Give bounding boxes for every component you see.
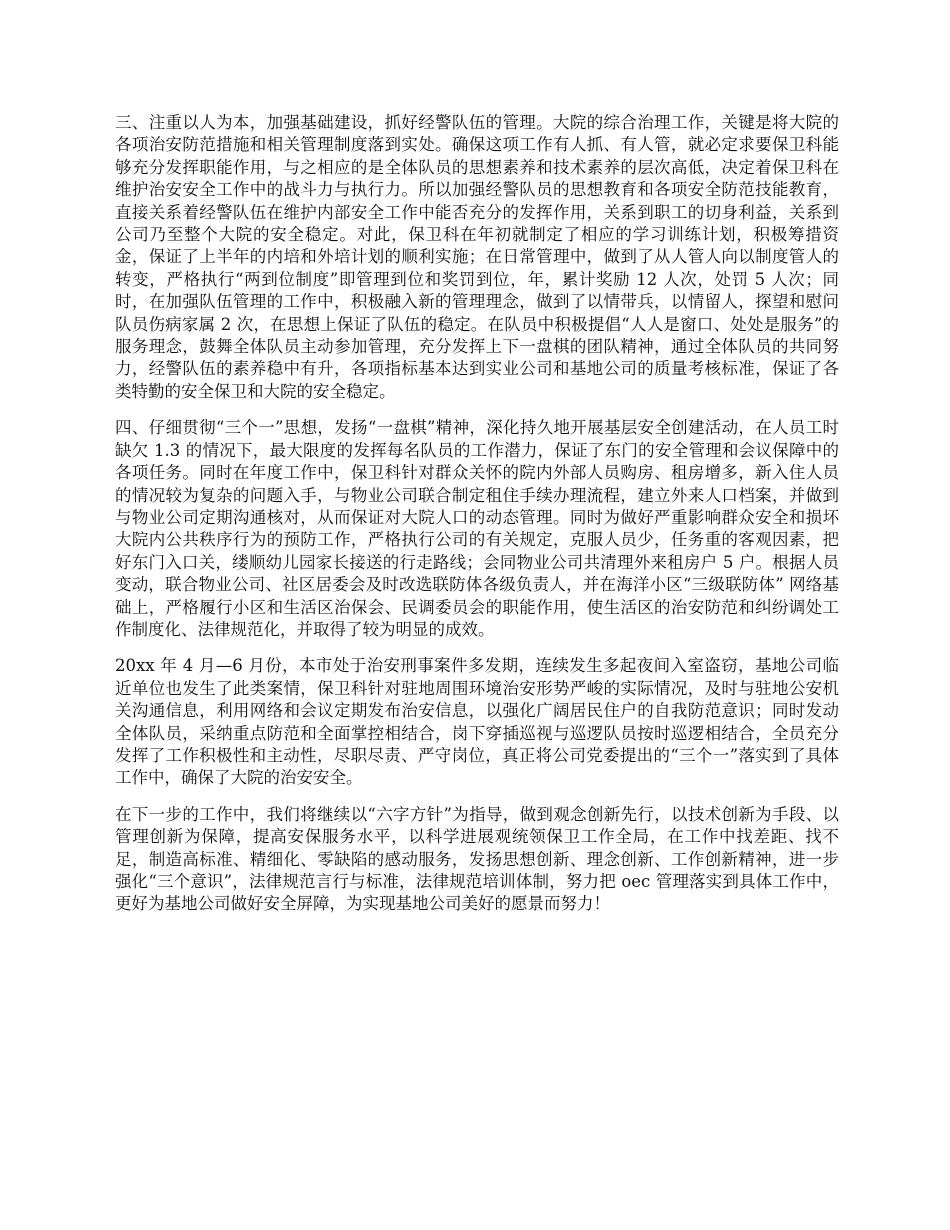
paragraph-3-team-management: 三、注重以人为本，加强基础建设，抓好经警队伍的管理。大院的综合治理工作，关键是将大院的各项治安防范措施和相关管理制度落到实处。确保这项工作有人抓、有人管，就必定求要保卫科能够充分发挥职能作用，与之相应的是全体队员的思想素养和技术素养的层次高低，决定着保卫科在维护治安安全工作中的战斗力与执行力。所以加强经警队员的思想教育和各项安全防范技能教育，直接关系着经警队伍在维护内部安全工作中能否充分的发挥作用，关系到职工的切身利益，关系到公司乃至整个大院的安全稳定。对此，保卫科在年初就制定了相应的学习训练计划，积极筹措资金，保证了上半年的内培和外培计划的顺利实施；在日常管理中，做到了从人管人向以制度管人的转变，严格执行“两到位制度”即管理到位和奖罚到位，年，累计奖励 12 人次，处罚 5 人次；同时，在加强队伍管理的工作中，积极融入新的管理理念，做到了以情带兵，以情留人，探望和慰问队员伤病家属 2 次，在思想上保证了队伍的稳定。在队员中积极提倡“人人是窗口、处处是服务”的服务理念，鼓舞全体队员主动参加管理，充分发挥上下一盘棋的团队精神，通过全体队员的共同努力，经警队伍的素养稳中有升，各项指标基本达到实业公司和基地公司的质量考核标准，保证了各类特勤的安全保卫和大院的安全稳定。 — [115, 113, 839, 401]
paragraph-next-steps: 在下一步的工作中，我们将继续以“六字方针”为指导，做到观念创新先行，以技术创新为手段、以管理创新为保障，提高安保服务水平，以科学进展观统领保卫工作全局，在工作中找差距、找不足，制造高标准、精细化、零缺陷的感动服务，发扬思想创新、理念创新、工作创新精神，进一步强化“三个意识”，法律规范言行与标准，法律规范培训体制，努力把 oec 管理落实到具体工作中，更好为基地公司做好安全屏障，为实现基地公司美好的愿景而努力！ — [115, 804, 839, 914]
paragraph-april-june-security: 20xx 年 4 月—6 月份，本市处于治安刑事案件多发期，连续发生多起夜间入室盗窃，基地公司临近单位也发生了此类案情，保卫科针对驻地周围环境治安形势严峻的实际情况，及时与驻地公安机关沟通信息，利用网络和会议定期发布治安信息，以强化广阔居民住户的自我防范意识；同时发动全体队员，采纳重点防范和全面掌控相结合，岗下穿插巡视与巡逻队员按时巡逻相结合，全员充分发挥了工作积极性和主动性，尽职尽责、严守岗位，真正将公司党委提出的“三个一”落实到了具体工作中，确保了大院的治安安全。 — [115, 656, 839, 788]
document-body — [115, 112, 839, 930]
paragraph-4-safety-creation: 四、仔细贯彻“三个一”思想，发扬“一盘棋”精神，深化持久地开展基层安全创建活动，在人员工时缺欠 1.3 的情况下，最大限度的发挥每名队员的工作潜力，保证了东门的安全管理和会议保障中的各项任务。同时在年度工作中，保卫科针对群众关怀的院内外部人员购房、租房增多，新入住人员的情况较为复杂的问题入手，与物业公司联合制定租住手续办理流程，建立外来人口档案，并做到与物业公司定期沟通核对，从而保证对大院人口的动态管理。同时为做好严重影响群众安全和损坏大院内公共秩序行为的预防工作，严格执行公司的有关规定，克服人员少，任务重的客观因素，把好东门入口关，缕顺幼儿园家长接送的行走路线；会同物业公司共清理外来租房户 5 户。根据人员变动，联合物业公司、社区居委会及时改选联防体各级负责人，并在海洋小区“三级联防体” 网络基础上，严格履行小区和生活区治保会、民调委员会的职能作用，使生活区的治安防范和纠纷调处工作制度化、法律规范化，并取得了较为明显的成效。 — [115, 418, 839, 639]
